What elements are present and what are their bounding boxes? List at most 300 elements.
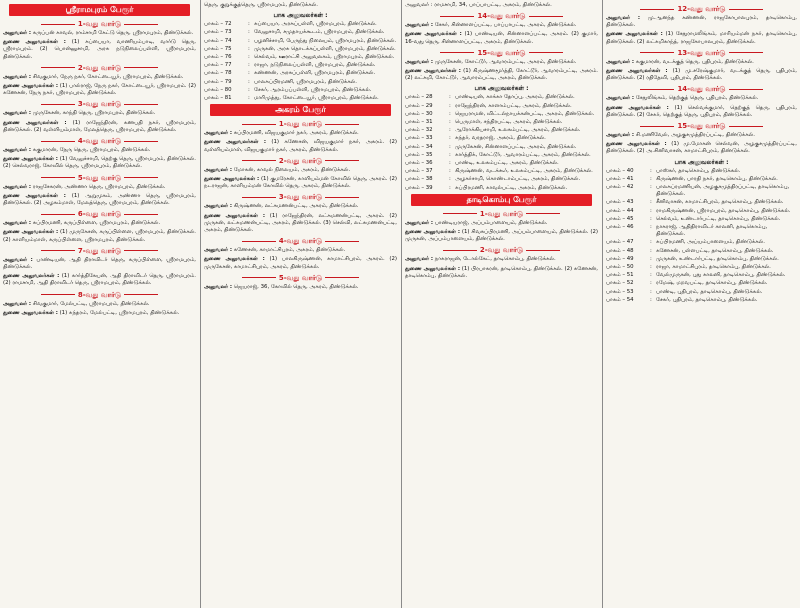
ward-rule-right (124, 67, 158, 68)
booth-list (204, 21, 397, 102)
booth-row (204, 95, 397, 102)
officer-details: கிருஷ்ணன், லட்சுமணன்பட்டி, அகரம், திண்டுக்கல். (233, 203, 359, 210)
booth-row (405, 94, 598, 101)
ward-title: 8-வது வார்டு (77, 290, 122, 299)
officer-role: அலுவலர் : (3, 300, 32, 307)
booth-separator: : (449, 127, 451, 134)
booth-row (405, 144, 598, 151)
booth-row (606, 216, 797, 223)
booth-row (606, 280, 797, 287)
officer-details: முருகேசன், கோட்டூர், ஆவாரம்பட்டி, அகரம், திண்டுக்கல். (434, 58, 577, 65)
ward-heading (204, 119, 397, 129)
officer-entry (204, 130, 397, 137)
booth-officer: ராஜேந்திரன், காளாம்பட்டி, அகரம், திண்டுக்கல். (455, 102, 572, 109)
officer-role: துணை அலுவலர்கள் : (3, 83, 58, 90)
officer-role: அலுவலர் : (3, 147, 32, 154)
booth-officer: சுப்பையா, அரசுப்பள்ளி, ஸ்ரீராமபுரம், திண்டுக்கல். (254, 21, 377, 28)
officer-role: துணை அலுவலர்கள் : (3, 229, 59, 236)
continued-text: தெரு, குறுக்குத்தெரு, ஸ்ரீராமபுரம், திண்டுக்கல். (204, 2, 318, 8)
officer-details: (1) மு.மோகன் செல்வன், அழகுசமுத்திரப்பட்டி, திண்டுக்கல். (2) அ.சினிவாசன், காமாட்சிபுரம், திண்டுக்கல். (606, 141, 797, 155)
booth-separator: : (248, 29, 250, 36)
ward-rule-right (526, 213, 560, 214)
booth-separator: : (248, 54, 250, 61)
booth-officer: ராமகிருஷ்ணன், ஸ்ரீராமபுரம், தாடிகொம்பு, திண்டுக்கல். (656, 207, 791, 214)
officer-entry (405, 266, 598, 280)
booth-row (405, 176, 598, 183)
ward-rule-right (325, 160, 359, 161)
ward-title: 2-வது வார்டு (278, 156, 323, 165)
booth-officer: பெருமாள், சந்திரபட்டி, அகரம், திண்டுக்கல். (455, 119, 563, 126)
officer-details: மோகன், காவல் நிலையம், அகரம், திண்டுக்கல். (233, 166, 351, 173)
booth-number: பாகம் – 34 (405, 143, 433, 150)
ward-rule-right (325, 277, 359, 278)
column-3 (402, 0, 601, 608)
officer-entry (606, 68, 797, 82)
officer-details: சிவகுமார், நேரு நகர், கோட்டையூர், ஸ்ரீராமபுரம், திண்டுக்கல். (32, 73, 184, 80)
ward-rule-left (41, 67, 75, 68)
ward-title: 3-வது வார்டு (77, 100, 122, 109)
booth-officer: பாஸ்கர், தாடிகொம்பு, திண்டுக்கல். (656, 167, 741, 174)
ward-heading (3, 246, 196, 256)
officer-details: கருப்பன் காவல், ராம்சாமி கேட்டு தெரு, ஸ்ரீராமபுரம், திண்டுக்கல். (32, 30, 194, 36)
booth-officer: பாண்டி, புதிபுரம், தாடிகொம்பு, திண்டுக்கல். (656, 288, 763, 295)
officer-entry (3, 83, 196, 97)
ward-rule-right (729, 9, 763, 10)
ward-title: 2-வது வார்டு (77, 63, 122, 72)
ward-heading (606, 4, 797, 14)
booth-row (606, 168, 797, 175)
officer-entry (3, 273, 196, 287)
booth-officer: பாலசுப்பிரமணி, ஸ்ரீராமபுரம், திண்டுக்கல். (254, 78, 357, 85)
officer-entry (405, 220, 598, 227)
booth-row (405, 135, 598, 142)
booth-number: பாகம் – 37 (405, 168, 433, 175)
ward-heading (405, 245, 598, 255)
officer-details: பாண்டியராஜ், அப்பம்பாளையம், திண்டுக்கல். (434, 219, 548, 226)
booth-officer: ஆரோக்கியசாமி, உலகம்பட்டி, அகரம், திண்டுக்கல். (455, 127, 581, 134)
ward-title: 15-வது வார்டு (677, 122, 726, 131)
booth-separator: : (248, 21, 250, 28)
booth-officer: செல்வம், ஊராட்சி அலுவலகம், ஸ்ரீராமபுரம், திண்டுக்கல். (254, 54, 395, 61)
booth-officer: கணேசன், பள்ளபட்டி, தாடிகொம்பு, திண்டுக்கல். (656, 247, 774, 254)
booth-separator: : (248, 95, 250, 102)
ward-heading (3, 63, 196, 73)
booth-row (405, 119, 598, 126)
booth-officer: நாகராஜ், ஆதிதிராவிடர் காலனி, தாடிகொம்பு, திண்டுக்கல். (656, 224, 768, 238)
booth-row (606, 239, 797, 246)
officer-details: நாகராஜன், டோல்கேட், தாடிகொம்பு, திண்டுக்கல். (434, 256, 556, 263)
ward-rule-left (242, 277, 276, 278)
officer-entry (3, 184, 196, 191)
officer-role: அலுவலர் : (606, 132, 635, 139)
officer-details: (1) பால்ராஜ், நேரு நகர், கோட்டையூர், ஸ்ரீராமபுரம். (2) கணேசன், நேரு நகர், ஸ்ரீராமபுரம், திண்டுக்கல். (3, 83, 196, 97)
booth-number: பாகம் – 41 (606, 175, 634, 182)
ward-rule-left (242, 197, 276, 198)
booth-row (204, 54, 397, 61)
booth-officer: சீனிவாசன், காமாட்சிபுரம், தாடிகொம்பு, திண்டுக்கல். (656, 199, 784, 206)
ward-rule-left (41, 141, 75, 142)
officer-entry (405, 31, 598, 45)
officer-details: (1) கார்த்திகேயன், ஆதி திராவிடர் தெரு, ஸ்ரீராமபுரம். (2) ராமசாமி, ஆதி திராவிடர் தெரு, ஸ்ரீராமபுரம், திண்டுக்கல். (3, 273, 196, 287)
booth-separator: : (449, 168, 451, 175)
ward-rule-left (640, 52, 674, 53)
booth-separator: : (650, 175, 652, 182)
booth-separator: : (248, 37, 250, 44)
booth-number: பாகம் – 53 (606, 288, 634, 295)
ward-heading (405, 11, 598, 21)
booth-row (204, 62, 397, 69)
ward-title: 7-வது வார்டு (77, 246, 122, 255)
officer-details: (1) ராஜேந்திரன், லட்சுமணன்பட்டி, அகரம். (2) முருகன், லட்சுமணன்பட்டி, அகரம், திண்டுக்கல். (3) செல்வி, லட்சுமணன்பட்டி, அகரம், திண்டுக்கல். (204, 212, 397, 234)
booth-number: பாகம் – 51 (606, 272, 634, 279)
officer-entry (3, 110, 196, 117)
ward-rule-left (41, 104, 75, 105)
ward-heading (3, 136, 196, 146)
booth-separator: : (650, 224, 652, 231)
ward-title: 6-வது வார்டு (77, 210, 122, 219)
ward-rule-right (325, 197, 359, 198)
officer-details: ஜெயராஜ், 36, கோவில் தெரு, அகரம், திண்டுக்கல். (233, 283, 359, 290)
booth-officer: சுந்தர், வரதராஜ், அகரம், திண்டுக்கல். (455, 135, 546, 142)
ward-rule-left (640, 9, 674, 10)
booth-row (204, 29, 397, 36)
booth-officer: சேகர், ஆரம்பப்பள்ளி, ஸ்ரீராமபுரம், திண்டுக்கல். (254, 86, 372, 93)
booth-officer: கார்த்திக், கோட்டூர், ஆவாரம்பட்டி, அகரம், திண்டுக்கல். (455, 151, 591, 158)
officer-entry (405, 68, 598, 82)
officer-role: அலுவலர் : (3, 183, 32, 190)
booth-number: பாகம் – 73 (204, 29, 232, 36)
officer-entry (204, 213, 397, 235)
booth-number: பாகம் – 44 (606, 207, 634, 214)
officer-entry (204, 203, 397, 210)
ward-title: 15-வது வார்டு (477, 48, 526, 57)
ward-title: 14-வது வார்டு (477, 12, 526, 21)
booth-row (204, 79, 397, 86)
officer-role: துணை அலுவலர்கள் : (3, 156, 58, 163)
officer-entry (606, 141, 797, 155)
ward-rule-right (529, 16, 563, 17)
officer-role: துணை அலுவலர்கள் : (405, 31, 462, 38)
booth-officer: பழனிச்சாமி, பேருந்து நிலையம், ஸ்ரீராமபுரம், திண்டுக்கல். (254, 37, 397, 44)
officer-entry (606, 31, 797, 45)
booth-number: பாகம் – 38 (405, 176, 433, 183)
officer-role: துணை அலுவலர்கள் : (3, 273, 60, 280)
booth-number: பாகம் – 40 (606, 167, 634, 174)
officer-role: துணை அலுவலர்கள் : (204, 176, 260, 183)
officer-entry (405, 59, 598, 66)
booth-row (606, 224, 797, 238)
booth-row (405, 168, 598, 175)
booth-officer: வேலுசாமி, சமுதாயக்கூடம், ஸ்ரீராமபுரம், திண்டுக்கல். (254, 29, 385, 36)
booth-number: பாகம் – 74 (204, 37, 232, 44)
booth-row (405, 103, 598, 110)
booth-separator: : (449, 110, 451, 117)
officer-details: (1) சேதுராமலிங்கம், மாரியம்மன் நகர், தாடிகொம்பு, திண்டுக்கல். (2) லட்சுமிகாந்த், ராஜகோபாலபுரம், திண்டுக்கல். (606, 31, 798, 45)
ward-rule-left (440, 16, 474, 17)
booth-number: பாகம் – 47 (606, 239, 634, 246)
ward-rule-left (41, 214, 75, 215)
booth-number: பாகம் – 39 (405, 184, 433, 191)
ward-title: 2-வது வார்டு (479, 246, 524, 255)
ward-rule-left (443, 250, 477, 251)
booth-number: பாகம் – 29 (405, 102, 433, 109)
ward-rule-left (640, 126, 674, 127)
ward-title: 14-வது வார்டு (677, 85, 726, 94)
officer-entry (3, 74, 196, 81)
booth-officer: கிருஷ்ணன், பாரதி நகர், தாடிகொம்பு, திண்டுக்கல். (656, 175, 778, 182)
officer-details: (1) குமரேசன், காளியம்மன் கோவில் தெரு, அகரம். (2) நடராஜன், காளியம்மன் கோவில் தெரு, அகரம், திண்டுக்கல். (204, 176, 398, 190)
booth-separator: : (449, 94, 451, 101)
officer-details: (1) பாண்டியன், சின்னாளப்பட்டி, அகரம். (2) குமார், 16-வது தெரு, சின்னாளப்பட்டி, அகரம், திண்டுக்கல். (405, 31, 598, 45)
officer-role: துணை அலுவலர்கள் : (3, 119, 67, 126)
officer-details: (1) செல்வக்குமார், தெற்குத் தெரு, புதிபுரம், திண்டுக்கல். (2) சேகர், தெற்குத் தெரு, புதிபுரம், திண்டுக்கல். (606, 104, 797, 118)
booth-number: பாகம் – 81 (204, 95, 232, 102)
ward-rule-right (124, 24, 158, 25)
booth-separator: : (650, 296, 652, 303)
booth-row (405, 160, 598, 167)
booth-list (606, 168, 797, 304)
ward-title: 3-வது வார்டு (278, 193, 323, 202)
officer-entry (3, 310, 196, 317)
officer-entry (204, 176, 397, 190)
officer-entry (606, 59, 797, 66)
officer-role: அலுவலர் : (204, 166, 233, 173)
booth-separator: : (650, 184, 652, 191)
booth-number: பாகம் – 75 (204, 45, 232, 52)
officer-role: அலுவலர் : (3, 30, 32, 36)
officer-role: அலுவலர் : (204, 283, 233, 290)
officer-details: (1) பிரபாகரன், தாடிகொம்பு, திண்டுக்கல். (2) கணேசன், தாடிகொம்பு, திண்டுக்கல். (405, 265, 598, 279)
officer-entry (405, 229, 598, 243)
officer-entry (3, 257, 196, 271)
booth-separator: : (248, 45, 250, 52)
booth-number: பாகம் – 78 (204, 70, 232, 77)
booth-row (606, 208, 797, 215)
booth-officer: கண்ணன், அரசுப்பள்ளி, ஸ்ரீராமபுரம், திண்டுக்கல். (254, 70, 376, 77)
officer-entry (3, 229, 196, 243)
officer-details: மு.ஆனந்த கண்ணன், ராஜகோபாலபுரம், தாடிகொம்பு, திண்டுக்கல். (606, 15, 798, 29)
ward-title: 5-வது வார்டு (278, 273, 323, 282)
officer-role: துணை அலுவலர்கள் : (204, 256, 265, 263)
column-2 (201, 0, 400, 608)
ward-heading (606, 84, 797, 94)
ward-heading (3, 99, 196, 109)
booth-separator: : (449, 184, 451, 191)
officer-role: அலுவலர் : (606, 58, 635, 65)
booth-number: பாகம் – 35 (405, 151, 433, 158)
booth-separator: : (248, 62, 250, 69)
booth-separator: : (650, 280, 652, 287)
booth-officer: பாலசுப்ரமணியன், அழகுசமுத்திரப்பட்டி, தாடிகொம்பு, திண்டுக்கல். (656, 184, 790, 198)
officer-role: அலுவலர் : (3, 110, 32, 117)
booth-officer: பாண்டியன், காக்கா தோப்பு, அகரம், திண்டுக்கல். (455, 94, 575, 101)
column-1 (0, 0, 199, 608)
booth-separator: : (650, 199, 652, 206)
officer-role: அலுவலர் : (3, 220, 32, 227)
officer-role: துணை அலுவலர்கள் : (204, 139, 267, 146)
ward-heading (405, 48, 598, 58)
ward-heading (606, 48, 797, 58)
booth-number: பாகம் – 46 (606, 224, 634, 231)
ward-title: 1-வது வார்டு (77, 20, 122, 28)
officer-details: சுப்பிரமணி, விஜயகுமார் நகர், அகரம், திண்டுக்கல். (233, 130, 359, 137)
officer-details: சுப்பிரமணி, கருப்பிள்ளை, ஸ்ரீராமபுரம், திண்டுக்கல். (32, 220, 161, 227)
ward-rule-right (529, 52, 563, 53)
booth-officer: வேல்முருகன், புது காலனி, தாடிகொம்பு, திண்டுக்கல். (656, 272, 786, 279)
officer-role: துணை அலுவலர்கள் : (405, 229, 461, 236)
booth-officer: சேகர், புதிபுரம், தாடிகொம்பு, திண்டுக்கல். (656, 296, 758, 303)
ward-title: 5-வது வார்டு (77, 173, 122, 182)
ward-rule-left (440, 52, 474, 53)
officer-role: அலுவலர் : (204, 203, 233, 210)
booth-officer: சுப்பிரமணி, காவல்பட்டி, அகரம், திண்டுக்கல். (455, 184, 568, 191)
booth-separator: : (248, 86, 250, 93)
officer-entry (204, 139, 397, 153)
officer-role: துணை அலுவலர்கள் : (606, 31, 663, 38)
officer-role: அலுவலர் : (405, 219, 434, 226)
ward-rule-right (729, 89, 763, 90)
officer-details: சி.மணிவேல், அழகுசமுத்திரப்பட்டி, திண்டுக்கல். (635, 132, 755, 139)
booth-row (606, 289, 797, 296)
ward-heading (405, 209, 598, 219)
booth-number: பாகம் – 76 (204, 54, 232, 61)
officer-details: பாண்டியன், ஆதி திராவிடர் தெரு, கருப்பிள்ளை, ஸ்ரீராமபுரம், திண்டுக்கல். (3, 256, 197, 271)
ward-rule-right (124, 177, 158, 178)
officer-details: (1) வேலுச்சாமி, தெற்கு தெரு, ஸ்ரீராமபுரம், திண்டுக்கல். (2) செல்வராஜ், கோவில் தெரு, ஸ்ரீராமபுரம், திண்டுக்கல். (3, 156, 196, 170)
ward-heading (204, 156, 397, 166)
column-4 (603, 0, 800, 608)
booth-row (405, 111, 598, 118)
officer-entry (3, 220, 196, 227)
officer-role: அலுவலர் : (606, 95, 635, 102)
booth-row (204, 70, 397, 77)
booth-officer: செல்வம், உண்டார்பட்டி, தாடிகொம்பு, திண்டுக்கல். (656, 215, 781, 222)
booth-number: பாகம் – 49 (606, 255, 634, 262)
officer-role: அலுவலர் : (204, 247, 233, 254)
officer-role: துணை அலுவலர்கள் : (606, 141, 667, 148)
booth-section-heading: பாக அலுவலர்கள் : (474, 85, 529, 93)
ward-heading (3, 19, 196, 29)
ward-rule-right (124, 104, 158, 105)
booth-number: பாகம் – 28 (405, 94, 433, 101)
officer-role: துணை அலுவலர்கள் : (3, 309, 58, 316)
booth-number: பாகம் – 42 (606, 184, 634, 191)
officer-entry (606, 132, 797, 139)
officer-role: அலுவலர் : (204, 130, 233, 137)
booth-row (606, 176, 797, 183)
officer-role: அலுவலர் : (3, 256, 33, 263)
officer-details: சிவகுமார், மேல்பட்டி, ஸ்ரீராமபுரம், திண்டுக்கல். (32, 300, 150, 307)
officer-role: துணை அலுவலர்கள் : (3, 192, 66, 199)
ward-rule-left (41, 24, 75, 25)
officer-details: (1) சிவசுப்பிரமணி, அப்பம்பாளையம், திண்டுக்கல். (2) முருகன், அப்பம்பாளையம், திண்டுக்கல். (405, 229, 598, 243)
officer-role: துணை அலுவலர்கள் : (606, 68, 668, 75)
booth-separator: : (449, 160, 451, 167)
ward-rule-left (443, 213, 477, 214)
officer-details: ராஜசேகரன், அண்ணா தெரு, ஸ்ரீராமபுரம், திண்டுக்கல். (32, 183, 166, 190)
officer-details: சுகுமாரன், வடக்குத் தெரு, புதிபுரம், திண்டுக்கல். (635, 58, 754, 65)
officer-details: சேதுலிங்கம், தெற்குத் தெரு, புதிபுரம், திண்டுக்கல். (635, 95, 759, 102)
booth-number: பாகம் – 80 (204, 86, 232, 93)
booth-number: பாகம் – 54 (606, 296, 634, 303)
booth-separator: : (449, 119, 451, 126)
ward-rule-right (124, 141, 158, 142)
booth-separator: : (650, 207, 652, 214)
officer-role: துணை அலுவலர்கள் : (405, 265, 460, 272)
officer-details: (1) சுப்பையா, வாணியம்பாடி, வார்டு தெரு, ஸ்ரீராமபுரம். (2) பொன்னுசாமி, அரசு நடுநிலைப்பள்ளி, ஸ்ரீராமபுரம், திண்டுக்கல். (3, 39, 196, 60)
ward-rule-right (729, 52, 763, 53)
ward-rule-left (242, 160, 276, 161)
ward-heading (204, 273, 397, 283)
ward-rule-right (124, 250, 158, 251)
officer-entry (3, 39, 196, 61)
officer-entry (3, 147, 196, 154)
booth-row (606, 272, 797, 279)
booth-separator: : (650, 239, 652, 246)
ward-heading (3, 173, 196, 183)
booth-officer: பாண்டி, உலகம்பட்டி, அகரம், திண்டுக்கல். (455, 160, 559, 167)
officer-role: துணை அலுவலர்கள் : (204, 212, 265, 219)
booth-separator: : (650, 272, 652, 279)
ward-title: 1-வது வார்டு (278, 120, 323, 129)
booth-number: பாகம் – 72 (204, 21, 232, 28)
officer-entry (606, 95, 797, 102)
booth-number: பாகம் – 30 (405, 110, 433, 117)
ward-rule-right (124, 214, 158, 215)
ward-rule-left (242, 124, 276, 125)
booth-number: பாகம் – 77 (204, 62, 232, 69)
booth-separator: : (449, 135, 451, 142)
booth-row (606, 264, 797, 271)
booth-row (606, 248, 797, 255)
booth-section-heading: பாக அலுவலர்கள் : (674, 158, 729, 166)
booth-row (606, 297, 797, 304)
booth-separator: : (449, 143, 451, 150)
booth-officer: சுப்பிரமணி, அய்யம்பாளையம், திண்டுக்கல். (656, 239, 765, 246)
booth-separator: : (248, 70, 250, 77)
booth-separator: : (650, 247, 652, 254)
officer-entry (3, 193, 196, 207)
booth-number: பாகம் – 33 (405, 135, 433, 142)
booth-officer: முருகேசன், சின்னாளப்பட்டி, அகரம், திண்டுக்கல். (455, 143, 577, 150)
booth-list (405, 94, 598, 191)
ward-heading (3, 290, 196, 300)
booth-number: பாகம் – 31 (405, 119, 433, 126)
ward-rule-right (325, 241, 359, 242)
officer-role: அலுவலர் : (405, 256, 434, 263)
ward-rule-right (325, 124, 359, 125)
booth-row (606, 184, 797, 198)
booth-officer: ராஜா, காமாட்சிபுரம், தாடிகொம்பு, திண்டுக்கல். (656, 264, 771, 271)
booth-row (606, 256, 797, 263)
officer-details: (1) பாலகிருஷ்ணன், காமாட்சிபுரம், அகரம். (2) முருகேசன், காமாட்சிபுரம், அகரம், திண்டுக்கல். (204, 256, 397, 270)
ward-title: 4-வது வார்டு (77, 137, 122, 146)
ward-title: 4-வது வார்டு (278, 237, 323, 246)
section-banner: அகரம் பேரூர் (210, 104, 391, 116)
officer-details: (1) சுந்தரம், மேல்பட்டி, ஸ்ரீராமபுரம், திண்டுக்கல். (59, 309, 180, 316)
booth-row (204, 46, 397, 53)
ward-rule-right (729, 126, 763, 127)
ward-heading (3, 209, 196, 219)
booth-officer: ராஜா, நடுநிலைப்பள்ளி, ஸ்ரீராமபுரம், திண்டுக்கல். (254, 62, 376, 69)
officer-role: அலுவலர் : (3, 73, 32, 80)
officer-role: துணை அலுவலர்கள் : (3, 39, 66, 46)
booth-separator: : (650, 255, 652, 262)
ward-rule-right (526, 250, 560, 251)
booth-separator: : (449, 176, 451, 183)
ward-rule-left (41, 177, 75, 178)
booth-officer: ரமேஷ், மறவபட்டி, தாடிகொம்பு, திண்டுக்கல். (656, 280, 768, 287)
